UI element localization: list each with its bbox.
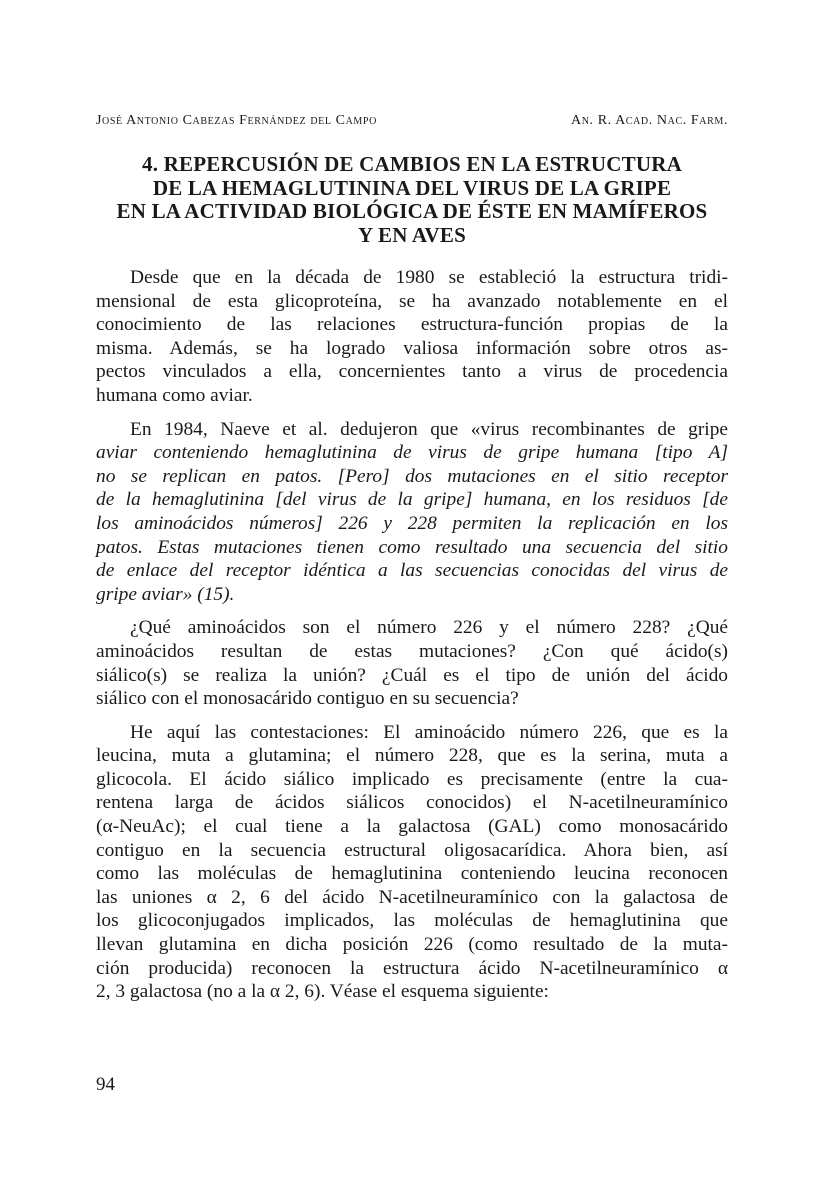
text-line: 2, 3 galactosa (no a la α 2, 6). Véase el esquema siguiente: <box>96 981 549 1003</box>
page-number: 94 <box>96 1074 115 1095</box>
text-line: conocimiento de las relaciones estructura-función propias de la <box>96 314 728 336</box>
text-line: ción producida) reconocen la estructura ácido N-acetilneuramínico α <box>96 957 728 979</box>
text-line: aminoácidos resultan de estas mutaciones? ¿Con qué ácido(s) <box>96 640 728 662</box>
paragraph <box>96 418 728 607</box>
body-text <box>96 266 728 1014</box>
text-line: En 1984, Naeve et al. dedujeron que «virus recombinantes de gripe <box>130 418 728 440</box>
running-header <box>96 113 728 129</box>
text-line: humana como aviar. <box>96 384 253 406</box>
section-title-line: Y EN AVES <box>357 222 466 247</box>
text-line: de enlace del receptor idéntica a las secuencias conocidas del virus de <box>96 560 728 582</box>
text-line: no se replican en patos. [Pero] dos mutaciones en el sitio receptor <box>96 465 728 487</box>
text-line: patos. Estas mutaciones tienen como resultado una secuencia del sitio <box>96 536 728 558</box>
section-title-line: EN LA ACTIVIDAD BIOLÓGICA DE ÉSTE EN MAMÍFEROS <box>116 199 708 223</box>
text-line: (α-NeuAc); el cual tiene a la galactosa (GAL) como monosacárido <box>96 816 728 838</box>
text-line: los aminoácidos números] 226 y 228 permiten la replicación en los <box>96 512 728 534</box>
section-title <box>96 153 728 247</box>
section-title-line: DE LA HEMAGLUTININA DEL VIRUS DE LA GRIPE <box>152 175 672 200</box>
text-line: leucina, muta a glutamina; el número 228, que es la serina, muta a <box>96 745 728 767</box>
text-line: gripe aviar» (15). <box>96 583 235 605</box>
text-line: siálico con el monosacárido contiguo en su secuencia? <box>96 688 519 710</box>
text-line: mensional de esta glicoproteína, se ha avanzado notablemente en el <box>96 290 728 312</box>
text-line: llevan glutamina en dicha posición 226 (como resultado de la muta- <box>96 934 728 956</box>
text-line: misma. Además, se ha logrado valiosa información sobre otros as- <box>96 337 728 359</box>
header-journal: An. R. Acad. Nac. Farm. <box>571 113 728 128</box>
text-line: contiguo en la secuencia estructural oligosacarídica. Ahora bien, así <box>96 839 728 861</box>
text-line: las uniones α 2, 6 del ácido N-acetilneuramínico con la galactosa de <box>96 886 728 908</box>
text-line: los glicoconjugados implicados, las moléculas de hemaglutinina que <box>96 910 728 932</box>
section-title-line: 4. REPERCUSIÓN DE CAMBIOS EN LA ESTRUCTURA <box>142 152 682 176</box>
text-line: siálico(s) se realiza la unión? ¿Cuál es el tipo de unión del ácido <box>96 664 728 686</box>
text-line: He aquí las contestaciones: El aminoácido número 226, que es la <box>130 721 728 743</box>
text-line: ¿Qué aminoácidos son el número 226 y el número 228? ¿Qué <box>130 617 728 639</box>
paragraph <box>96 721 728 1004</box>
text-line: glicocola. El ácido siálico implicado es precisamente (entre la cua- <box>96 768 728 790</box>
text-line: de la hemaglutinina [del virus de la gripe] humana, en los residuos [de <box>96 489 728 511</box>
text-line: rentena larga de ácidos siálicos conocidos) el N-acetilneuramínico <box>96 792 728 814</box>
text-line: Desde que en la década de 1980 se estableció la estructura tridi- <box>130 267 728 288</box>
paragraph <box>96 266 728 408</box>
paragraph <box>96 616 728 710</box>
text-line: como las moléculas de hemaglutinina conteniendo leucina reconocen <box>96 863 728 885</box>
text-line: pectos vinculados a ella, concernientes tanto a virus de procedencia <box>96 361 728 383</box>
header-author: José Antonio Cabezas Fernández del Campo <box>96 113 377 128</box>
text-line: aviar conteniendo hemaglutinina de virus de gripe humana [tipo A] <box>96 442 728 464</box>
